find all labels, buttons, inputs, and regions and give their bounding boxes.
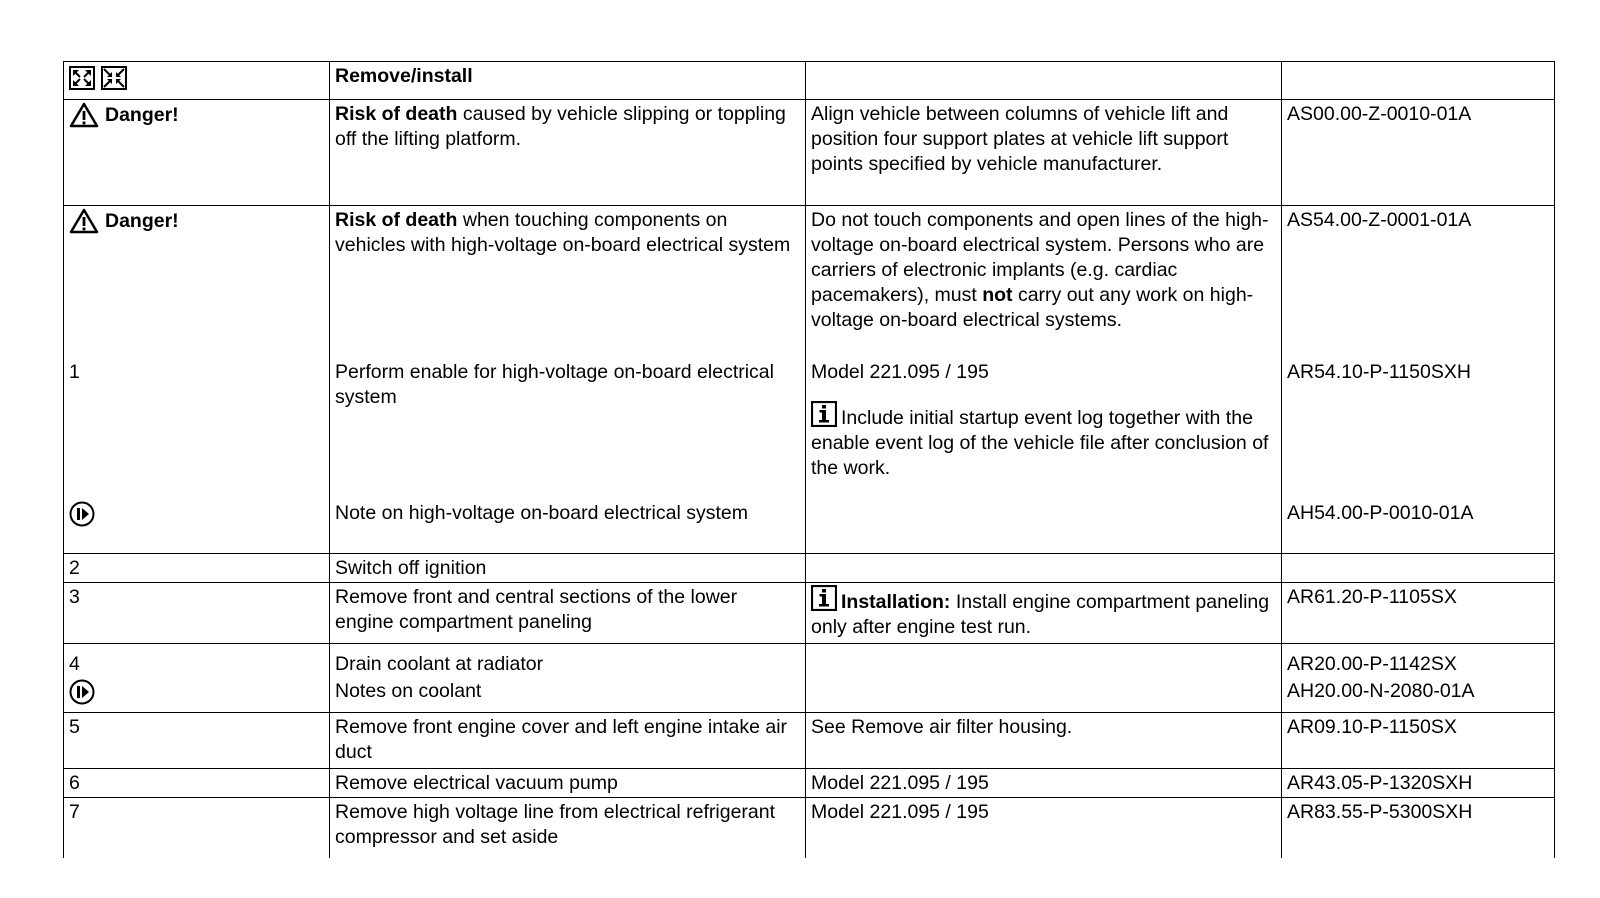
note-row	[64, 677, 1555, 713]
step-notes	[806, 358, 1282, 499]
info-icon	[811, 401, 837, 427]
procedure-table	[63, 61, 1555, 858]
step-row	[64, 769, 1555, 798]
step-empty-cell	[1282, 554, 1555, 583]
step-notes: Model 221.095 / 195	[806, 769, 1282, 798]
reference-link[interactable]: AH54.00-P-0010-01A	[1282, 499, 1555, 554]
note-empty-cell	[806, 677, 1282, 713]
action-text: carry out any work on high-voltage on-board electrical systems.	[811, 284, 1254, 331]
risk-text: when touching components on vehicles with high-voltage on-board electrical system	[335, 209, 791, 256]
step-row	[64, 358, 1555, 499]
reference-link[interactable]: AS00.00-Z-0010-01A	[1282, 100, 1555, 206]
step-text: Remove front and central sections of the lower engine compartment paneling	[330, 583, 806, 644]
step-notes	[806, 583, 1282, 644]
step-row	[64, 644, 1555, 678]
warning-triangle-icon	[69, 102, 99, 128]
note-text: Notes on coolant	[330, 677, 806, 713]
warning-triangle-icon	[69, 208, 99, 234]
note-row	[64, 499, 1555, 554]
reference-link[interactable]: AR43.05-P-1320SXH	[1282, 769, 1555, 798]
info-bold: Installation:	[841, 591, 951, 613]
step-text: Drain coolant at radiator	[330, 644, 806, 678]
risk-description	[330, 100, 806, 206]
danger-row	[64, 100, 1555, 206]
note-arrow-icon[interactable]	[69, 501, 95, 527]
step-notes: Model 221.095 / 195	[806, 798, 1282, 858]
danger-label: Danger!	[105, 209, 179, 232]
risk-text: caused by vehicle slipping or toppling off the lifting platform.	[335, 103, 786, 150]
danger-row	[64, 206, 1555, 358]
action-text: Do not touch components and open lines of the high-voltage on-board electrical system. Persons who are carriers of electronic implants (e.g. cardiac pacemakers), must	[811, 209, 1269, 306]
info-note	[811, 401, 1276, 481]
header-title: Remove/install	[330, 62, 806, 100]
info-text: Install engine compartment paneling only after engine test run.	[811, 591, 1270, 638]
step-text: Switch off ignition	[330, 554, 806, 583]
step-text: Remove high voltage line from electrical refrigerant compressor and set aside	[330, 798, 806, 858]
header-empty-cell	[1282, 62, 1555, 100]
step-empty-cell	[806, 554, 1282, 583]
step-row	[64, 583, 1555, 644]
danger-label-cell	[64, 100, 330, 206]
danger-action: Align vehicle between columns of vehicle lift and position four support plates at vehicle lift support points specified by vehicle manufacturer.	[806, 100, 1282, 206]
header-icons-cell	[64, 62, 330, 100]
step-number: 2	[64, 554, 330, 583]
note-text: Note on high-voltage on-board electrical system	[330, 499, 806, 554]
step-empty-cell	[806, 644, 1282, 678]
reference-link[interactable]: AR83.55-P-5300SXH	[1282, 798, 1555, 858]
work-instruction-sheet	[63, 61, 1554, 898]
note-icon-cell	[64, 677, 330, 713]
step-notes: See Remove air filter housing.	[806, 713, 1282, 769]
step-text: Perform enable for high-voltage on-board electrical system	[330, 358, 806, 499]
step-number: 1	[64, 358, 330, 499]
step-number: 7	[64, 798, 330, 858]
danger-label: Danger!	[105, 103, 179, 126]
info-icon	[811, 585, 837, 611]
info-text: Include initial startup event log together with the enable event log of the vehicle file after conclusion of the work.	[811, 406, 1269, 479]
risk-bold: Risk of death	[335, 103, 458, 125]
step-row	[64, 554, 1555, 583]
note-empty-cell	[806, 499, 1282, 554]
header-empty-cell	[806, 62, 1282, 100]
model-text: Model 221.095 / 195	[811, 360, 989, 383]
step-number: 3	[64, 583, 330, 644]
reference-link[interactable]: AH20.00-N-2080-01A	[1282, 677, 1555, 713]
action-bold: not	[982, 284, 1013, 306]
expand-icon[interactable]	[69, 66, 95, 90]
step-number: 4	[64, 644, 330, 678]
reference-link[interactable]: AR54.10-P-1150SXH	[1282, 358, 1555, 499]
reference-link[interactable]: AR61.20-P-1105SX	[1282, 583, 1555, 644]
note-arrow-icon[interactable]	[69, 679, 95, 705]
reference-link[interactable]: AS54.00-Z-0001-01A	[1282, 206, 1555, 358]
step-row	[64, 798, 1555, 858]
risk-description	[330, 206, 806, 358]
collapse-icon[interactable]	[101, 66, 127, 90]
danger-label-cell	[64, 206, 330, 358]
step-number: 6	[64, 769, 330, 798]
reference-link[interactable]: AR20.00-P-1142SX	[1282, 644, 1555, 678]
danger-action	[806, 206, 1282, 358]
step-row	[64, 713, 1555, 769]
header-row	[64, 62, 1555, 100]
step-number: 5	[64, 713, 330, 769]
step-text: Remove front engine cover and left engine intake air duct	[330, 713, 806, 769]
step-text: Remove electrical vacuum pump	[330, 769, 806, 798]
risk-bold: Risk of death	[335, 209, 458, 231]
reference-link[interactable]: AR09.10-P-1150SX	[1282, 713, 1555, 769]
note-icon-cell	[64, 499, 330, 554]
